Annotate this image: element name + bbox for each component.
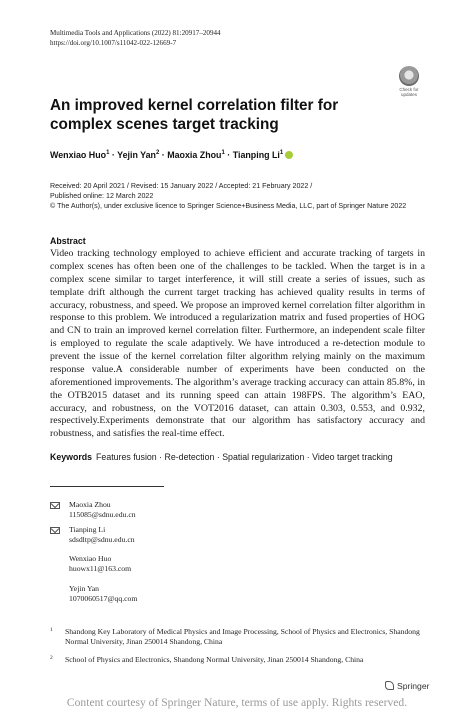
published-online: Published online: 12 March 2022 — [50, 192, 154, 200]
abstract-text: Video tracking technology employed to achieve efficient and accurate tracking of targets in complex scenes has often been one of the challenges to be tackled. When the target is in a complex scene similar to target interference, it will still create a series of issues, such as template drift although the current target tracking has achieved quality results in terms of accuracy, robustness, and speed. We propose an improved kernel correlation filter algorithm in response to this problem. We introduced a regularization matrix and fused properties of HOG and CN to train an improved kernel correlation filter. Furthermore, an independent scale filter is employed to regulate the scale adaptively. We have introduced a re-detection module to prevent the issue of the kernel correlation filter algorithm relying mainly on the maximum response value.A considerable number of experiments have been conducted on the aforementioned improvements. The algorithm’s average tracking accuracy can attain 85.8%, in the OTB2015 dataset and its running speed can attain 198FPS. The algorithm’s EAO, accuracy, and robustness, on the VOT2016 dataset, can attain 0.303, 0.553, and 0.932, respectively.Experiments demonstrate that our algorithm has satisfactory accuracy and robustness, and satisfies the real-time effect. — [50, 248, 425, 440]
mail-icon — [50, 527, 60, 534]
author-name[interactable]: Maoxia Zhou — [167, 150, 222, 160]
mail-icon — [50, 502, 60, 509]
author-affiliation-mark: 2 — [155, 150, 160, 157]
abstract-heading: Abstract — [50, 236, 86, 246]
contact-email[interactable]: sdsdltp@sdnu.edu.cn — [69, 535, 135, 545]
author-name[interactable]: Wenxiao Huo — [50, 150, 107, 160]
paper-title: An improved kernel correlation filter for complex scenes target tracking — [50, 97, 339, 133]
author-affiliation-mark: 1 — [106, 150, 110, 157]
affiliation — [50, 627, 430, 649]
affiliation-text: Shandong Key Laboratory of Medical Physics and Image Processing, School of Physics and Electronics, Shandong Normal University, Jinan 250014 Shandong, China — [65, 627, 420, 647]
footnote-divider — [50, 486, 164, 487]
check-for-updates-icon — [399, 66, 419, 86]
journal-info — [50, 29, 221, 49]
contact-entry — [50, 500, 350, 520]
contact-name: Maoxia Zhou — [69, 500, 111, 509]
contact-entry — [50, 554, 350, 574]
springer-horse-icon — [385, 681, 394, 690]
courtesy-footer: Content courtesy of Springer Nature, terms of use apply. Rights reserved. — [66, 696, 408, 709]
keywords-list: Features fusion · Re-detection · Spatial regularization · Video target tracking — [96, 452, 393, 462]
journal-citation: Multimedia Tools and Applications (2022) 81:20917–20944 — [50, 29, 221, 37]
affiliation-text: School of Physics and Electronics, Shandong Normal University, Jinan 250014 Shandong, China — [65, 655, 364, 664]
contact-email[interactable]: 115085@sdnu.edu.cn — [69, 510, 136, 520]
check-for-updates-badge[interactable]: Check for updates — [394, 66, 424, 100]
contact-entry — [50, 584, 350, 604]
keywords — [50, 452, 393, 462]
author-separator: · — [111, 150, 115, 160]
publisher-logo — [385, 681, 429, 691]
copyright-notice: © The Author(s), under exclusive licence to Springer Science+Business Media, LLC, part of Springer Nature 2022 — [50, 202, 407, 210]
contact-email[interactable]: huowx11@163.com — [69, 564, 132, 574]
author-affiliation-mark: 1 — [279, 150, 284, 157]
contact-name: Tianping Li — [69, 525, 106, 534]
affiliation — [50, 655, 430, 667]
author-name[interactable]: Tianping Li — [232, 150, 280, 160]
contact-name: Wenxiao Huo — [69, 554, 112, 563]
author-name[interactable]: Yejin Yan — [117, 150, 156, 160]
publisher-name: Springer — [397, 681, 430, 691]
contact-entry — [50, 525, 350, 545]
contact-name: Yejin Yan — [69, 584, 99, 593]
author-separator: · — [161, 150, 165, 160]
affiliation-number: 2 — [50, 655, 53, 661]
publication-dates — [50, 181, 406, 211]
contact-email[interactable]: 1070060517@qq.com — [69, 594, 138, 604]
doi-link[interactable]: https://doi.org/10.1007/s11042-022-12669-7 — [50, 38, 177, 47]
affiliation-number: 1 — [50, 627, 53, 633]
author-list — [50, 150, 293, 160]
orcid-icon[interactable] — [285, 151, 293, 159]
author-separator: · — [227, 150, 231, 160]
author-affiliation-mark: 1 — [221, 150, 225, 157]
dates-line: Received: 20 April 2021 / Revised: 15 January 2022 / Accepted: 21 February 2022 / — [50, 182, 313, 190]
keywords-label: Keywords — [50, 452, 93, 462]
